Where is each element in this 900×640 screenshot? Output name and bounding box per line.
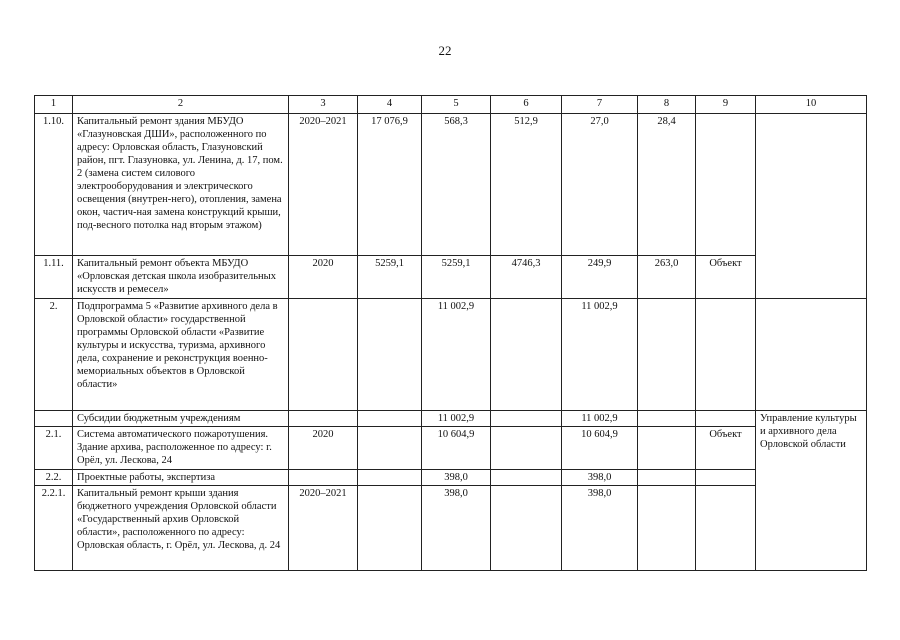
row-value-7: 11 002,9	[562, 299, 638, 411]
table-row	[35, 114, 867, 256]
row-total-cost	[358, 427, 422, 470]
row-number: 2.2.	[35, 470, 73, 486]
row-value-7: 249,9	[562, 256, 638, 299]
column-header: 5	[422, 96, 491, 114]
row-value-6	[491, 411, 562, 427]
row-unit	[696, 470, 756, 486]
column-header: 4	[358, 96, 422, 114]
row-value-6: 512,9	[491, 114, 562, 256]
row-number	[35, 411, 73, 427]
table-header-row	[35, 96, 867, 114]
row-value-7: 11 002,9	[562, 411, 638, 427]
row-period: 2020	[289, 256, 358, 299]
row-total-cost	[358, 486, 422, 571]
column-header: 9	[696, 96, 756, 114]
row-total-cost	[358, 470, 422, 486]
row-value-8	[638, 470, 696, 486]
row-responsible	[756, 114, 867, 299]
row-value-5: 11 002,9	[422, 299, 491, 411]
table-row	[35, 427, 867, 470]
column-header: 8	[638, 96, 696, 114]
row-description: Капитальный ремонт объекта МБУДО «Орловская детская школа изобразительных искусств и ремесел»	[73, 256, 289, 299]
row-period: 2020	[289, 427, 358, 470]
row-number: 2.1.	[35, 427, 73, 470]
row-value-8	[638, 299, 696, 411]
row-number: 2.	[35, 299, 73, 411]
column-header: 7	[562, 96, 638, 114]
row-value-8: 28,4	[638, 114, 696, 256]
column-header: 6	[491, 96, 562, 114]
row-value-8	[638, 427, 696, 470]
row-number: 1.11.	[35, 256, 73, 299]
row-value-6	[491, 427, 562, 470]
row-value-7: 398,0	[562, 486, 638, 571]
row-value-5: 398,0	[422, 486, 491, 571]
page-number: 22	[438, 43, 452, 58]
row-total-cost	[358, 411, 422, 427]
column-header: 10	[756, 96, 867, 114]
program-table	[34, 95, 867, 571]
row-unit	[696, 411, 756, 427]
row-value-7: 27,0	[562, 114, 638, 256]
row-value-5: 5259,1	[422, 256, 491, 299]
row-value-6	[491, 470, 562, 486]
row-value-8	[638, 411, 696, 427]
row-value-8: 263,0	[638, 256, 696, 299]
row-description: Капитальный ремонт здания МБУДО «Глазуновская ДШИ», расположенного по адресу: Орловская область, Глазуновский район, пгт. Глазуновка, ул. Ленина, д. 17, пом. 2 (замена систем силового электрооборудования и электрического освещения (внутрен-него), отопления, замена окон, частич-ная замена конструкций крыши, под-весного потолка над вторым этажом)	[73, 114, 289, 256]
row-value-5: 10 604,9	[422, 427, 491, 470]
responsible-organization: Управление культуры и архивного дела Орловской области	[756, 411, 867, 571]
row-unit	[696, 299, 756, 411]
row-description: Капитальный ремонт крыши здания бюджетного учреждения Орловской области «Государственный архив Орловской области», расположенного по адресу: Орловская область, г. Орёл, ул. Лескова, д. 24	[73, 486, 289, 571]
table-row	[35, 299, 867, 411]
row-value-7: 398,0	[562, 470, 638, 486]
row-number: 2.2.1.	[35, 486, 73, 571]
table-row	[35, 411, 867, 427]
row-unit: Объект	[696, 256, 756, 299]
table-row	[35, 470, 867, 486]
row-value-7: 10 604,9	[562, 427, 638, 470]
row-value-5: 398,0	[422, 470, 491, 486]
row-unit	[696, 486, 756, 571]
row-period: 2020–2021	[289, 486, 358, 571]
row-period: 2020–2021	[289, 114, 358, 256]
row-responsible	[756, 299, 867, 411]
row-number: 1.10.	[35, 114, 73, 256]
row-period	[289, 470, 358, 486]
table-row	[35, 256, 867, 299]
row-value-6	[491, 486, 562, 571]
row-value-6: 4746,3	[491, 256, 562, 299]
row-value-5: 11 002,9	[422, 411, 491, 427]
row-description: Система автоматического пожаротушения. Здание архива, расположенное по адресу: г. Орёл, ул. Лескова, 24	[73, 427, 289, 470]
column-header: 1	[35, 96, 73, 114]
row-unit	[696, 114, 756, 256]
row-period	[289, 411, 358, 427]
column-header: 2	[73, 96, 289, 114]
row-value-6	[491, 299, 562, 411]
row-description: Проектные работы, экспертиза	[73, 470, 289, 486]
column-header: 3	[289, 96, 358, 114]
row-value-5: 568,3	[422, 114, 491, 256]
row-description: Субсидии бюджетным учреждениям	[73, 411, 289, 427]
row-total-cost	[358, 299, 422, 411]
row-unit: Объект	[696, 427, 756, 470]
row-total-cost: 5259,1	[358, 256, 422, 299]
row-period	[289, 299, 358, 411]
row-description: Подпрограмма 5 «Развитие архивного дела в Орловской области» государственной программы Орловской области «Развитие культуры и искусства, туризма, архивного дела, сохранение и реконструкция военно-мемориальных объектов в Орловской области»	[73, 299, 289, 411]
row-total-cost: 17 076,9	[358, 114, 422, 256]
row-value-8	[638, 486, 696, 571]
table-row	[35, 486, 867, 571]
